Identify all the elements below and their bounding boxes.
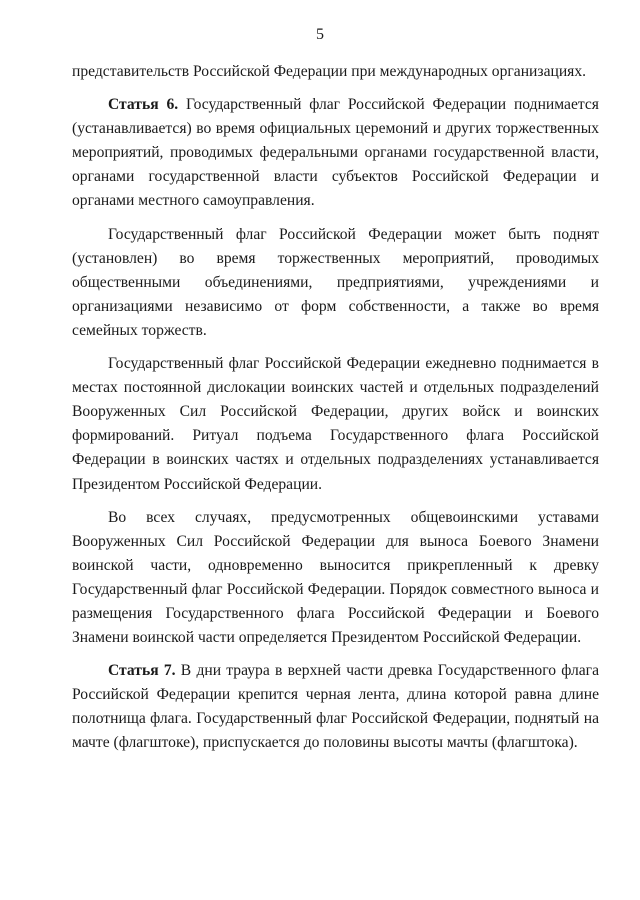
article-6-paragraph-2	[72, 223, 599, 343]
paragraph-continuation	[72, 60, 599, 84]
paragraph-text: В дни траура в верхней части древка Государственного флага Российской Федерации крепится черная лента, длина которой равна длине полотнища флага. Государственный флаг Российской Федерации, поднятый на мачте (флагштоке), приспускается до половины высоты мачты (флагштока).	[72, 662, 599, 752]
article-7-paragraph	[72, 659, 599, 755]
page-number: 5	[316, 26, 324, 43]
article-6-paragraph	[72, 93, 599, 213]
article-6-paragraph-3	[72, 352, 599, 497]
article-label: Статья 7.	[108, 662, 176, 680]
paragraph-text: Во всех случаях, предусмотренных общевоинскими уставами Вооруженных Сил Российской Федерации для выноса Боевого Знамени воинской части, одновременно выносится прикрепленный к древку Государственный флаг Российской Федерации. Порядок совместного выноса и размещения Государственного флага Российской Федерации и Боевого Знамени воинской части определяется Президентом Российской Федерации.	[72, 508, 599, 647]
document-body	[72, 60, 599, 765]
paragraph-text: Государственный флаг Российской Федерации может быть поднят (установлен) во время торжественных мероприятий, проводимых общественными объединениями, предприятиями, учреждениями и организациями независимо от форм собственности, а также во время семейных торжеств.	[72, 225, 599, 339]
paragraph-text: Государственный флаг Российской Федерации ежедневно поднимается в местах постоянной дислокации воинских частей и отдельных подразделений Вооруженных Сил Российской Федерации, других войск и воинских формирований. Ритуал подъема Государственного флага Российской Федерации в воинских частях и отдельных подразделениях устанавливается Президентом Российской Федерации.	[72, 355, 599, 493]
article-6-paragraph-4	[72, 506, 599, 651]
paragraph-text: Государственный флаг Российской Федерации поднимается (устанавливается) во время официальных церемоний и других торжественных мероприятий, проводимых федеральными органами государственной власти, органами государственной власти субъектов Российской Федерации и органами местного самоуправления.	[72, 96, 599, 210]
paragraph-text: представительств Российской Федерации при международных организациях.	[72, 63, 587, 80]
article-label: Статья 6.	[108, 96, 179, 114]
